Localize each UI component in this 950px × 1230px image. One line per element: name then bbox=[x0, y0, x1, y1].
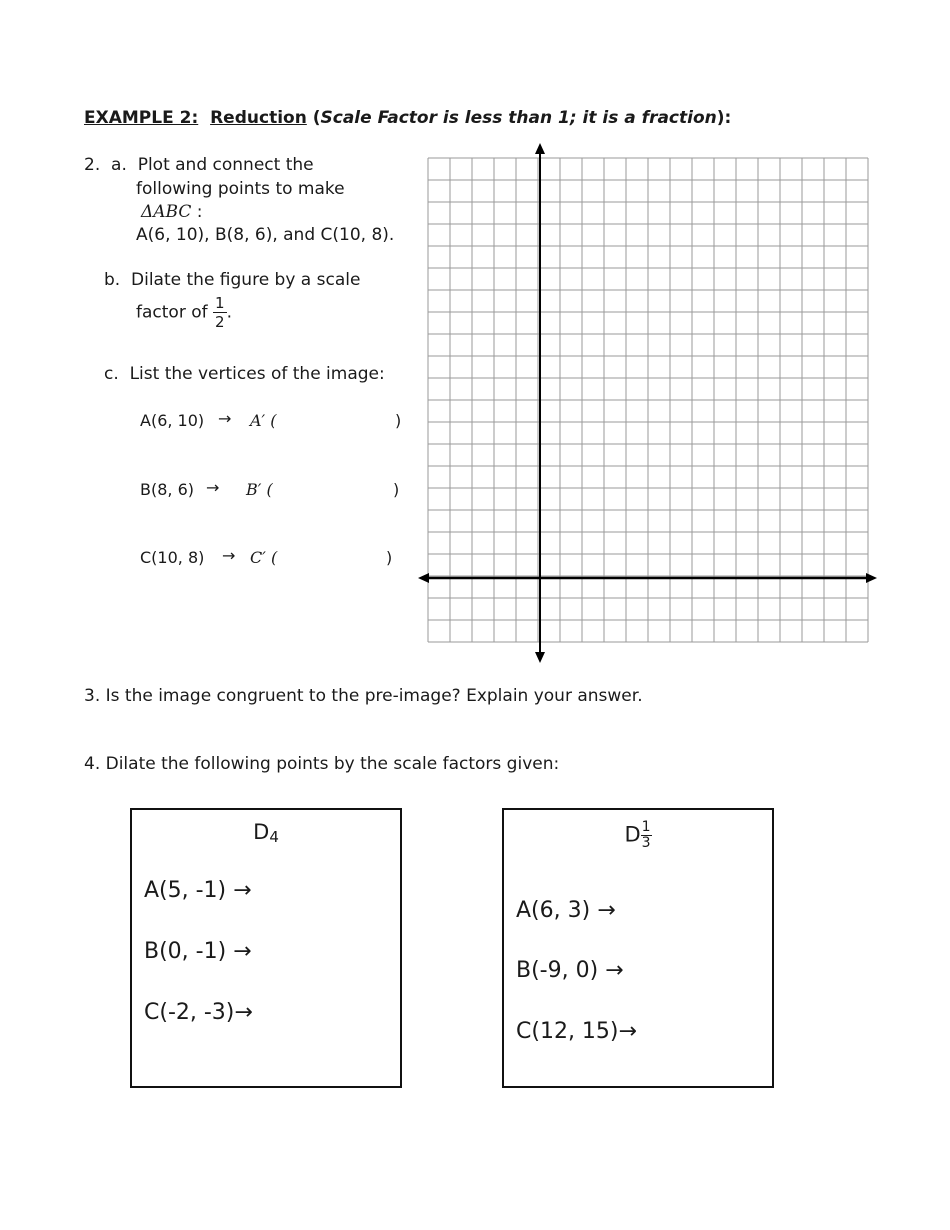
heading-example-label: EXAMPLE 2: bbox=[84, 108, 199, 128]
x-axis-left-arrow-icon bbox=[418, 573, 429, 583]
box2-item-b: B(-9, 0) → bbox=[516, 958, 624, 983]
q2b-label: b. bbox=[104, 270, 121, 290]
q2a-label: a. bbox=[111, 155, 127, 175]
pre-image-point: B(8, 6) bbox=[140, 480, 194, 499]
arrow-icon: → bbox=[222, 546, 236, 565]
box2-item-c: C(12, 15)→ bbox=[516, 1019, 637, 1044]
image-point-b-blank[interactable]: B′ ( bbox=[246, 480, 273, 499]
box1-item-a: A(5, -1) → bbox=[144, 878, 252, 903]
q2a-line1: Plot and connect the bbox=[137, 155, 314, 175]
triangle-abc: ΔABC bbox=[141, 202, 192, 222]
heading-topic: Reduction bbox=[210, 108, 307, 128]
y-axis-up-arrow-icon bbox=[535, 143, 545, 154]
q2c-line: c. List the vertices of the image: bbox=[104, 364, 385, 384]
arrow-icon: → bbox=[206, 478, 220, 497]
close-paren: ) bbox=[386, 548, 393, 567]
question-4: 4. Dilate the following points by the scale factors given: bbox=[84, 754, 560, 774]
question-3: 3. Is the image congruent to the pre-image? Explain your answer. bbox=[84, 686, 643, 706]
dilation-box-d4 bbox=[130, 808, 402, 1088]
dilation-box-d-third bbox=[502, 808, 774, 1088]
heading-note: Scale Factor is less than 1; it is a fraction bbox=[320, 108, 717, 128]
q2b-period: . bbox=[226, 302, 232, 323]
box-title: $D_4$ bbox=[253, 820, 279, 846]
fraction-numerator: 1 bbox=[215, 294, 225, 312]
q2c-label: c. bbox=[104, 364, 119, 384]
scale-factor-fraction: $\frac{1}{3}$ bbox=[641, 819, 651, 851]
q2b-line2: factor of $\frac{1}{2}$ . bbox=[136, 294, 232, 331]
heading-open-paren: ( bbox=[312, 108, 321, 128]
q2b-line1: b. Dilate the figure by a scale bbox=[104, 270, 361, 290]
y-axis-down-arrow-icon bbox=[535, 652, 545, 663]
close-paren: ) bbox=[393, 480, 400, 499]
pre-image-point: C(10, 8) bbox=[140, 548, 205, 567]
close-paren: ) bbox=[395, 411, 402, 430]
q2a-points: A(6, 10), B(8, 6), and C(10, 8). bbox=[136, 225, 395, 245]
grid-lines bbox=[428, 158, 868, 642]
arrow-icon: → bbox=[218, 409, 232, 428]
q2-number: 2. a. Plot and connect the bbox=[84, 155, 314, 175]
fraction-denominator: 2 bbox=[215, 313, 225, 331]
scale-factor-subscript: 4 bbox=[269, 828, 279, 846]
heading-close-paren: ): bbox=[716, 108, 732, 128]
box-title: D $\frac{1}{3}$ bbox=[624, 819, 651, 851]
image-point-c-blank[interactable]: C′ ( bbox=[250, 548, 278, 567]
image-point-a-blank[interactable]: A′ ( bbox=[250, 411, 277, 430]
x-axis-right-arrow-icon bbox=[866, 573, 877, 583]
box2-item-a: A(6, 3) → bbox=[516, 898, 616, 923]
pre-image-point: A(6, 10) bbox=[140, 411, 205, 430]
q2a-line2: following points to make bbox=[136, 179, 345, 199]
q2a-colon: : bbox=[196, 202, 203, 222]
box1-item-c: C(-2, -3)→ bbox=[144, 1000, 253, 1025]
box1-item-b: B(0, -1) → bbox=[144, 939, 252, 964]
